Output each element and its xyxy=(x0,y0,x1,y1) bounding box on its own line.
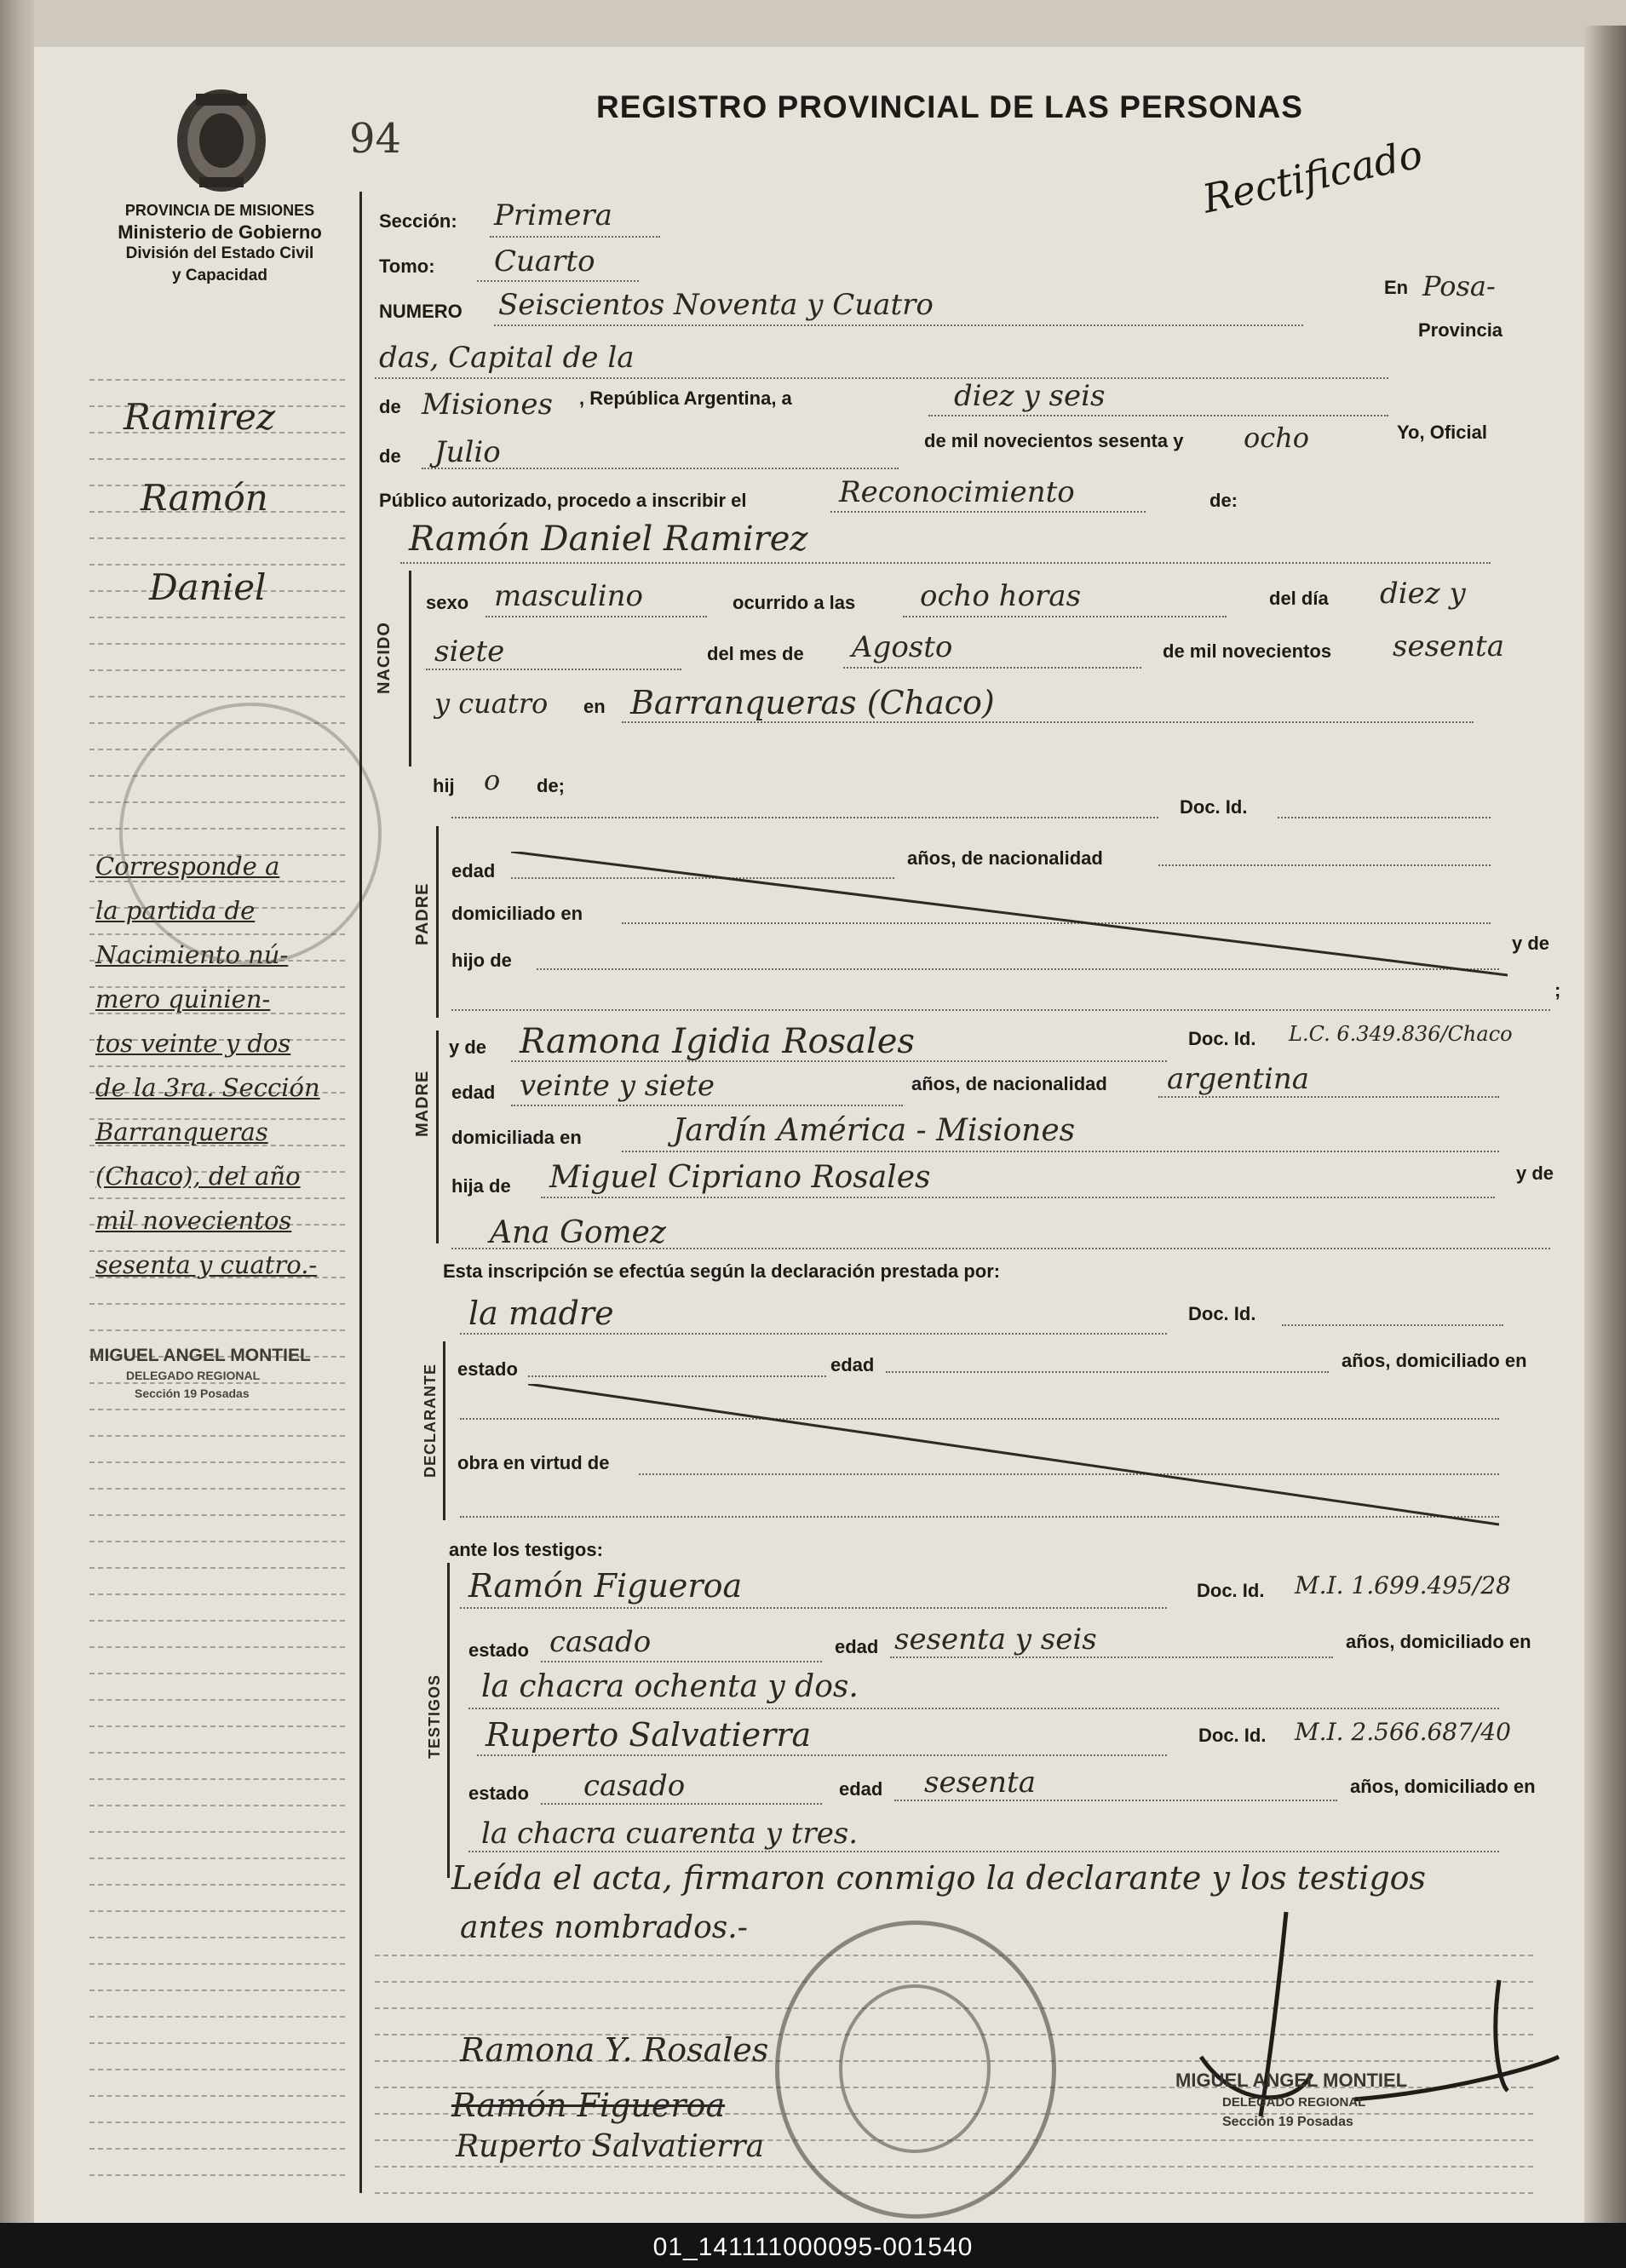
signature-witness-2: Ruperto Salvatierra xyxy=(456,2129,765,2164)
numero-label: NUMERO xyxy=(379,301,463,322)
sexo-label: sexo xyxy=(426,592,469,613)
witness-2-estado: casado xyxy=(583,1769,686,1803)
margin-rule xyxy=(89,1673,345,1674)
nacido-label: NACIDO xyxy=(375,622,394,694)
witness-1-name-line xyxy=(460,1607,1167,1609)
republica-label: , República Argentina, a xyxy=(579,388,792,409)
birth-place-line xyxy=(622,721,1474,723)
margin-rule xyxy=(89,1409,345,1410)
madre-y-de-label-2: y de xyxy=(1516,1163,1554,1184)
margin-officer-title: DELEGADO REGIONAL xyxy=(126,1369,261,1382)
margin-rule xyxy=(89,1831,345,1833)
margin-rule xyxy=(89,1620,345,1622)
madre-father-value: Miguel Cipriano Rosales xyxy=(549,1160,931,1195)
margin-rule xyxy=(89,2148,345,2150)
tomo-line xyxy=(477,280,639,282)
mother-name: Ramona Igidia Rosales xyxy=(520,1022,915,1061)
padre-domicilio-label: domiciliado en xyxy=(451,903,583,924)
margin-rule xyxy=(89,617,345,618)
margin-name-2: Daniel xyxy=(149,566,267,608)
seccion-label: Sección: xyxy=(379,210,457,232)
margin-note-line: tos veinte y dos xyxy=(95,1029,291,1058)
mes-line xyxy=(843,667,1141,669)
witness-2-anios-label: años, domiciliado en xyxy=(1350,1776,1536,1797)
margin-rule xyxy=(89,1910,345,1912)
margin-rule xyxy=(89,2042,345,2044)
margin-note-line: (Chaco), del año xyxy=(95,1162,301,1191)
testigos-intro: ante los testigos: xyxy=(449,1539,603,1560)
declarante-anios-label: años, domiciliado en xyxy=(1342,1350,1527,1371)
margin-rule xyxy=(89,1514,345,1516)
margin-rule xyxy=(89,1646,345,1648)
margin-note-line: Barranqueras xyxy=(95,1117,268,1146)
witness-1-estado: casado xyxy=(549,1625,652,1659)
dia-value: diez y xyxy=(1380,577,1466,611)
madre-domicilio-line xyxy=(622,1151,1499,1152)
margin-surname: Ramirez xyxy=(124,396,275,438)
padre-nacionalidad-label: años, de nacionalidad xyxy=(907,847,1103,869)
publico-label: Público autorizado, procedo a inscribir el xyxy=(379,490,747,511)
madre-nacionalidad-label: años, de nacionalidad xyxy=(911,1073,1107,1094)
witness-2-edad-label: edad xyxy=(839,1778,883,1800)
margin-note-line: Nacimiento nú- xyxy=(95,940,289,969)
margin-rule xyxy=(89,1937,345,1938)
madre-hija-label: hija de xyxy=(451,1175,511,1197)
officer-title: DELEGADO REGIONAL xyxy=(1222,2095,1366,2110)
margin-rule xyxy=(89,1461,345,1463)
rectified-note: Rectificado xyxy=(1198,130,1427,222)
witness-1-anios-label: años, domiciliado en xyxy=(1346,1631,1531,1652)
padre-label: PADRE xyxy=(413,882,432,945)
declarante-value: la madre xyxy=(468,1295,614,1332)
margin-rule xyxy=(89,1884,345,1886)
officer-name: MIGUEL ANGEL MONTIEL xyxy=(1175,2070,1408,2091)
facing-page-edge xyxy=(1584,26,1626,2231)
margin-rule xyxy=(89,1857,345,1859)
numero-value: Seiscientos Noventa y Cuatro xyxy=(498,288,934,322)
margin-rule xyxy=(89,537,345,539)
division-header-2: y Capacidad xyxy=(172,267,267,284)
margin-rule xyxy=(89,1778,345,1780)
witness-2-estado-label: estado xyxy=(468,1783,529,1804)
margin-rule xyxy=(89,564,345,566)
closing-line-2: antes nombrados.- xyxy=(460,1910,748,1945)
province-value: Misiones xyxy=(422,388,553,422)
hij-value: o xyxy=(484,764,501,796)
mother-name-line xyxy=(511,1060,1167,1062)
province-header: PROVINCIA DE MISIONES xyxy=(124,202,315,219)
hora-line xyxy=(903,616,1227,617)
anio-value: sesenta xyxy=(1393,629,1504,663)
witness-1-edad-line xyxy=(890,1657,1333,1658)
witness-2-dom: la chacra cuarenta y tres. xyxy=(481,1817,859,1851)
child-name-line xyxy=(400,562,1491,564)
witness-1-dom: la chacra ochenta y dos. xyxy=(481,1669,859,1704)
margin-rule xyxy=(89,1699,345,1701)
margin-rule xyxy=(89,669,345,671)
witness-2-name: Ruperto Salvatierra xyxy=(486,1716,812,1754)
padre-bracket xyxy=(436,826,439,1018)
witness-2-edad-line xyxy=(894,1800,1337,1801)
page-number: 94 xyxy=(349,115,402,163)
official-seal xyxy=(775,1921,1056,2219)
document-id: 01_141111000095-001540 xyxy=(652,2233,974,2261)
madre-edad-value: veinte y siete xyxy=(520,1069,715,1103)
declarante-bracket xyxy=(443,1341,445,1520)
margin-rule xyxy=(89,1065,345,1067)
margin-rule xyxy=(89,1541,345,1542)
margin-rule xyxy=(89,1488,345,1490)
madre-nacionalidad-value: argentina xyxy=(1167,1062,1310,1096)
witness-1-name: Ramón Figueroa xyxy=(468,1567,743,1605)
margin-rule xyxy=(89,1752,345,1754)
declarante-doc-line xyxy=(1282,1324,1503,1326)
margin-rule xyxy=(89,2174,345,2176)
witness-1-estado-line xyxy=(541,1661,822,1662)
declarante-edad-label: edad xyxy=(830,1354,875,1375)
margin-rule xyxy=(89,1725,345,1727)
tomo-label: Tomo: xyxy=(379,256,435,277)
madre-father-line xyxy=(541,1197,1495,1198)
declarante-line xyxy=(460,1333,1167,1335)
testigos-label: TESTIGOS xyxy=(426,1674,443,1759)
declarante-doc-label: Doc. Id. xyxy=(1188,1303,1256,1324)
nacido-doc-label: Doc. Id. xyxy=(1180,796,1248,818)
margin-rule xyxy=(89,1567,345,1569)
oficial-label: Yo, Oficial xyxy=(1397,422,1487,443)
margin-note-line: de la 3ra. Sección xyxy=(95,1073,320,1102)
madre-label: MADRE xyxy=(413,1070,432,1137)
margin-rule xyxy=(89,2122,345,2123)
margin-rule xyxy=(89,1197,345,1199)
margin-officer-name: MIGUEL ANGEL MONTIEL xyxy=(89,1346,311,1365)
declarante-label: DECLARANTE xyxy=(422,1364,439,1478)
division-header: División del Estado Civil xyxy=(125,244,314,262)
margin-rule xyxy=(89,1963,345,1965)
padre-void-strike xyxy=(511,852,1516,979)
sexo-line xyxy=(486,616,707,617)
declarante-estado-line xyxy=(528,1375,826,1377)
witness-2-estado-line xyxy=(541,1803,822,1805)
month-value: Julio xyxy=(434,435,501,469)
witness-1-edad-label: edad xyxy=(835,1636,879,1657)
madre-edad-line xyxy=(511,1105,903,1106)
city-line xyxy=(375,377,1388,379)
de-label: de xyxy=(379,396,401,417)
officer-section: Sección 19 Posadas xyxy=(1222,2115,1353,2129)
declarante-void-strike xyxy=(528,1384,1508,1529)
margin-rule xyxy=(89,458,345,460)
dia-value-2: siete xyxy=(434,634,505,669)
witness-1-edad: sesenta y seis xyxy=(894,1622,1097,1657)
anio-value-2: y cuatro xyxy=(434,687,549,720)
madre-domicilio-label: domiciliada en xyxy=(451,1127,582,1148)
hij-label: hij xyxy=(433,775,455,796)
padre-y-de-line xyxy=(451,1009,1550,1011)
city-value: das, Capital de la xyxy=(379,341,635,375)
signature-witness-1: Ramón Figueroa xyxy=(451,2087,726,2124)
margin-rule xyxy=(89,2016,345,2018)
madre-domicilio-value: Jardín América - Misiones xyxy=(673,1113,1076,1148)
declarante-edad-line xyxy=(886,1371,1329,1373)
madre-edad-label: edad xyxy=(451,1082,496,1103)
day-line xyxy=(928,415,1388,416)
numero-line xyxy=(494,324,1303,326)
witness-2-dom-line xyxy=(468,1851,1499,1852)
mes-value: Agosto xyxy=(852,630,953,664)
month-line xyxy=(422,468,899,469)
parents-line xyxy=(451,817,1158,818)
ocurrido-label: ocurrido a las xyxy=(733,592,856,613)
margin-rule xyxy=(89,1303,345,1305)
en-value: Posa- xyxy=(1422,270,1496,302)
witness-2-edad: sesenta xyxy=(924,1766,1036,1800)
hij-de-label: de; xyxy=(537,775,565,796)
madre-mother-line xyxy=(451,1248,1550,1249)
day-value: diez y seis xyxy=(954,379,1106,413)
margin-rule xyxy=(89,1805,345,1806)
mil-label: de mil novecientos xyxy=(1163,640,1332,662)
margin-divider xyxy=(359,192,362,2193)
ministry-header: Ministerio de Gobierno xyxy=(118,221,322,243)
register-page xyxy=(34,47,1584,2223)
madre-nacionalidad-line xyxy=(1158,1096,1499,1098)
margin-rule xyxy=(89,1382,345,1384)
en-label: En xyxy=(1384,277,1409,298)
page-title: REGISTRO PROVINCIAL DE LAS PERSONAS xyxy=(596,89,1303,124)
nacido-bracket xyxy=(409,571,411,767)
padre-edad-label: edad xyxy=(451,860,496,881)
margin-note-line: mero quinien- xyxy=(95,985,271,1013)
margin-rule xyxy=(89,696,345,698)
del-dia-label: del día xyxy=(1269,588,1329,609)
witness-1-dom-line xyxy=(468,1708,1499,1709)
madre-doc-value: L.C. 6.349.836/Chaco xyxy=(1289,1022,1513,1046)
year-label: de mil novecientos sesenta y xyxy=(924,430,1184,451)
madre-y-de-label: y de xyxy=(449,1036,487,1058)
margin-note-line: sesenta y cuatro.- xyxy=(95,1250,318,1279)
act-type: Reconocimiento xyxy=(839,475,1075,509)
sexo-value: masculino xyxy=(494,579,644,613)
provincia-label: Provincia xyxy=(1418,319,1503,341)
mes-label: del mes de xyxy=(707,643,804,664)
margin-note-line: la partida de xyxy=(95,896,256,925)
madre-mother-value: Ana Gomez xyxy=(490,1215,666,1250)
margin-note-line: mil novecientos xyxy=(95,1206,292,1235)
dia-line xyxy=(426,669,681,670)
margin-rule xyxy=(89,643,345,645)
margin-officer-section: Sección 19 Posadas xyxy=(135,1387,250,1400)
testigos-bracket xyxy=(447,1563,450,1878)
witness-1-doc: M.I. 1.699.495/28 xyxy=(1295,1571,1511,1599)
en-nacido-label: en xyxy=(583,696,606,717)
margin-name-1: Ramón xyxy=(141,477,268,519)
month-de-label: de xyxy=(379,445,401,467)
declarante-estado-label: estado xyxy=(457,1358,518,1380)
margin-rule xyxy=(89,379,345,381)
tomo-value: Cuarto xyxy=(494,244,595,278)
signature-mother: Ramona Y. Rosales xyxy=(460,2031,769,2069)
madre-doc-label: Doc. Id. xyxy=(1188,1028,1256,1049)
act-type-line xyxy=(830,511,1146,513)
seccion-line xyxy=(490,236,660,238)
seccion-value: Primera xyxy=(494,198,612,233)
year-value: ocho xyxy=(1244,422,1310,454)
official-seal-margin xyxy=(119,703,382,965)
declaracion-intro: Esta inscripción se efectúa según la declaración prestada por: xyxy=(443,1260,1001,1282)
birth-place: Barranqueras (Chaco) xyxy=(630,684,995,721)
padre-semicolon: ; xyxy=(1554,979,1561,1001)
margin-rule xyxy=(89,1593,345,1595)
margin-rule xyxy=(89,2095,345,2097)
padre-hijo-de-label: hijo de xyxy=(451,950,512,971)
hora-value: ocho horas xyxy=(920,579,1082,613)
coat-of-arms-icon xyxy=(170,85,273,196)
witness-2-doc-label: Doc. Id. xyxy=(1198,1725,1267,1746)
margin-rule xyxy=(89,1329,345,1331)
declarante-obra-label: obra en virtud de xyxy=(457,1452,610,1473)
madre-bracket xyxy=(436,1031,439,1243)
de-colon-label: de: xyxy=(1209,490,1238,511)
margin-note-line: Corresponde a xyxy=(95,852,280,881)
margin-rule xyxy=(89,1990,345,1991)
child-name: Ramón Daniel Ramirez xyxy=(409,520,808,559)
margin-rule xyxy=(89,2069,345,2070)
book-binding-edge xyxy=(0,0,34,2223)
witness-2-doc: M.I. 2.566.687/40 xyxy=(1295,1718,1511,1746)
margin-rule xyxy=(89,1435,345,1437)
witness-2-name-line xyxy=(477,1754,1167,1756)
witness-1-estado-label: estado xyxy=(468,1639,529,1661)
nacido-doc-line xyxy=(1278,817,1491,818)
official-seal-inner xyxy=(839,1984,991,2153)
closing-line-1: Leída el acta, firmaron conmigo la declarante y los testigos xyxy=(451,1859,1427,1897)
padre-y-de-label: y de xyxy=(1512,933,1550,954)
witness-1-doc-label: Doc. Id. xyxy=(1197,1580,1265,1601)
